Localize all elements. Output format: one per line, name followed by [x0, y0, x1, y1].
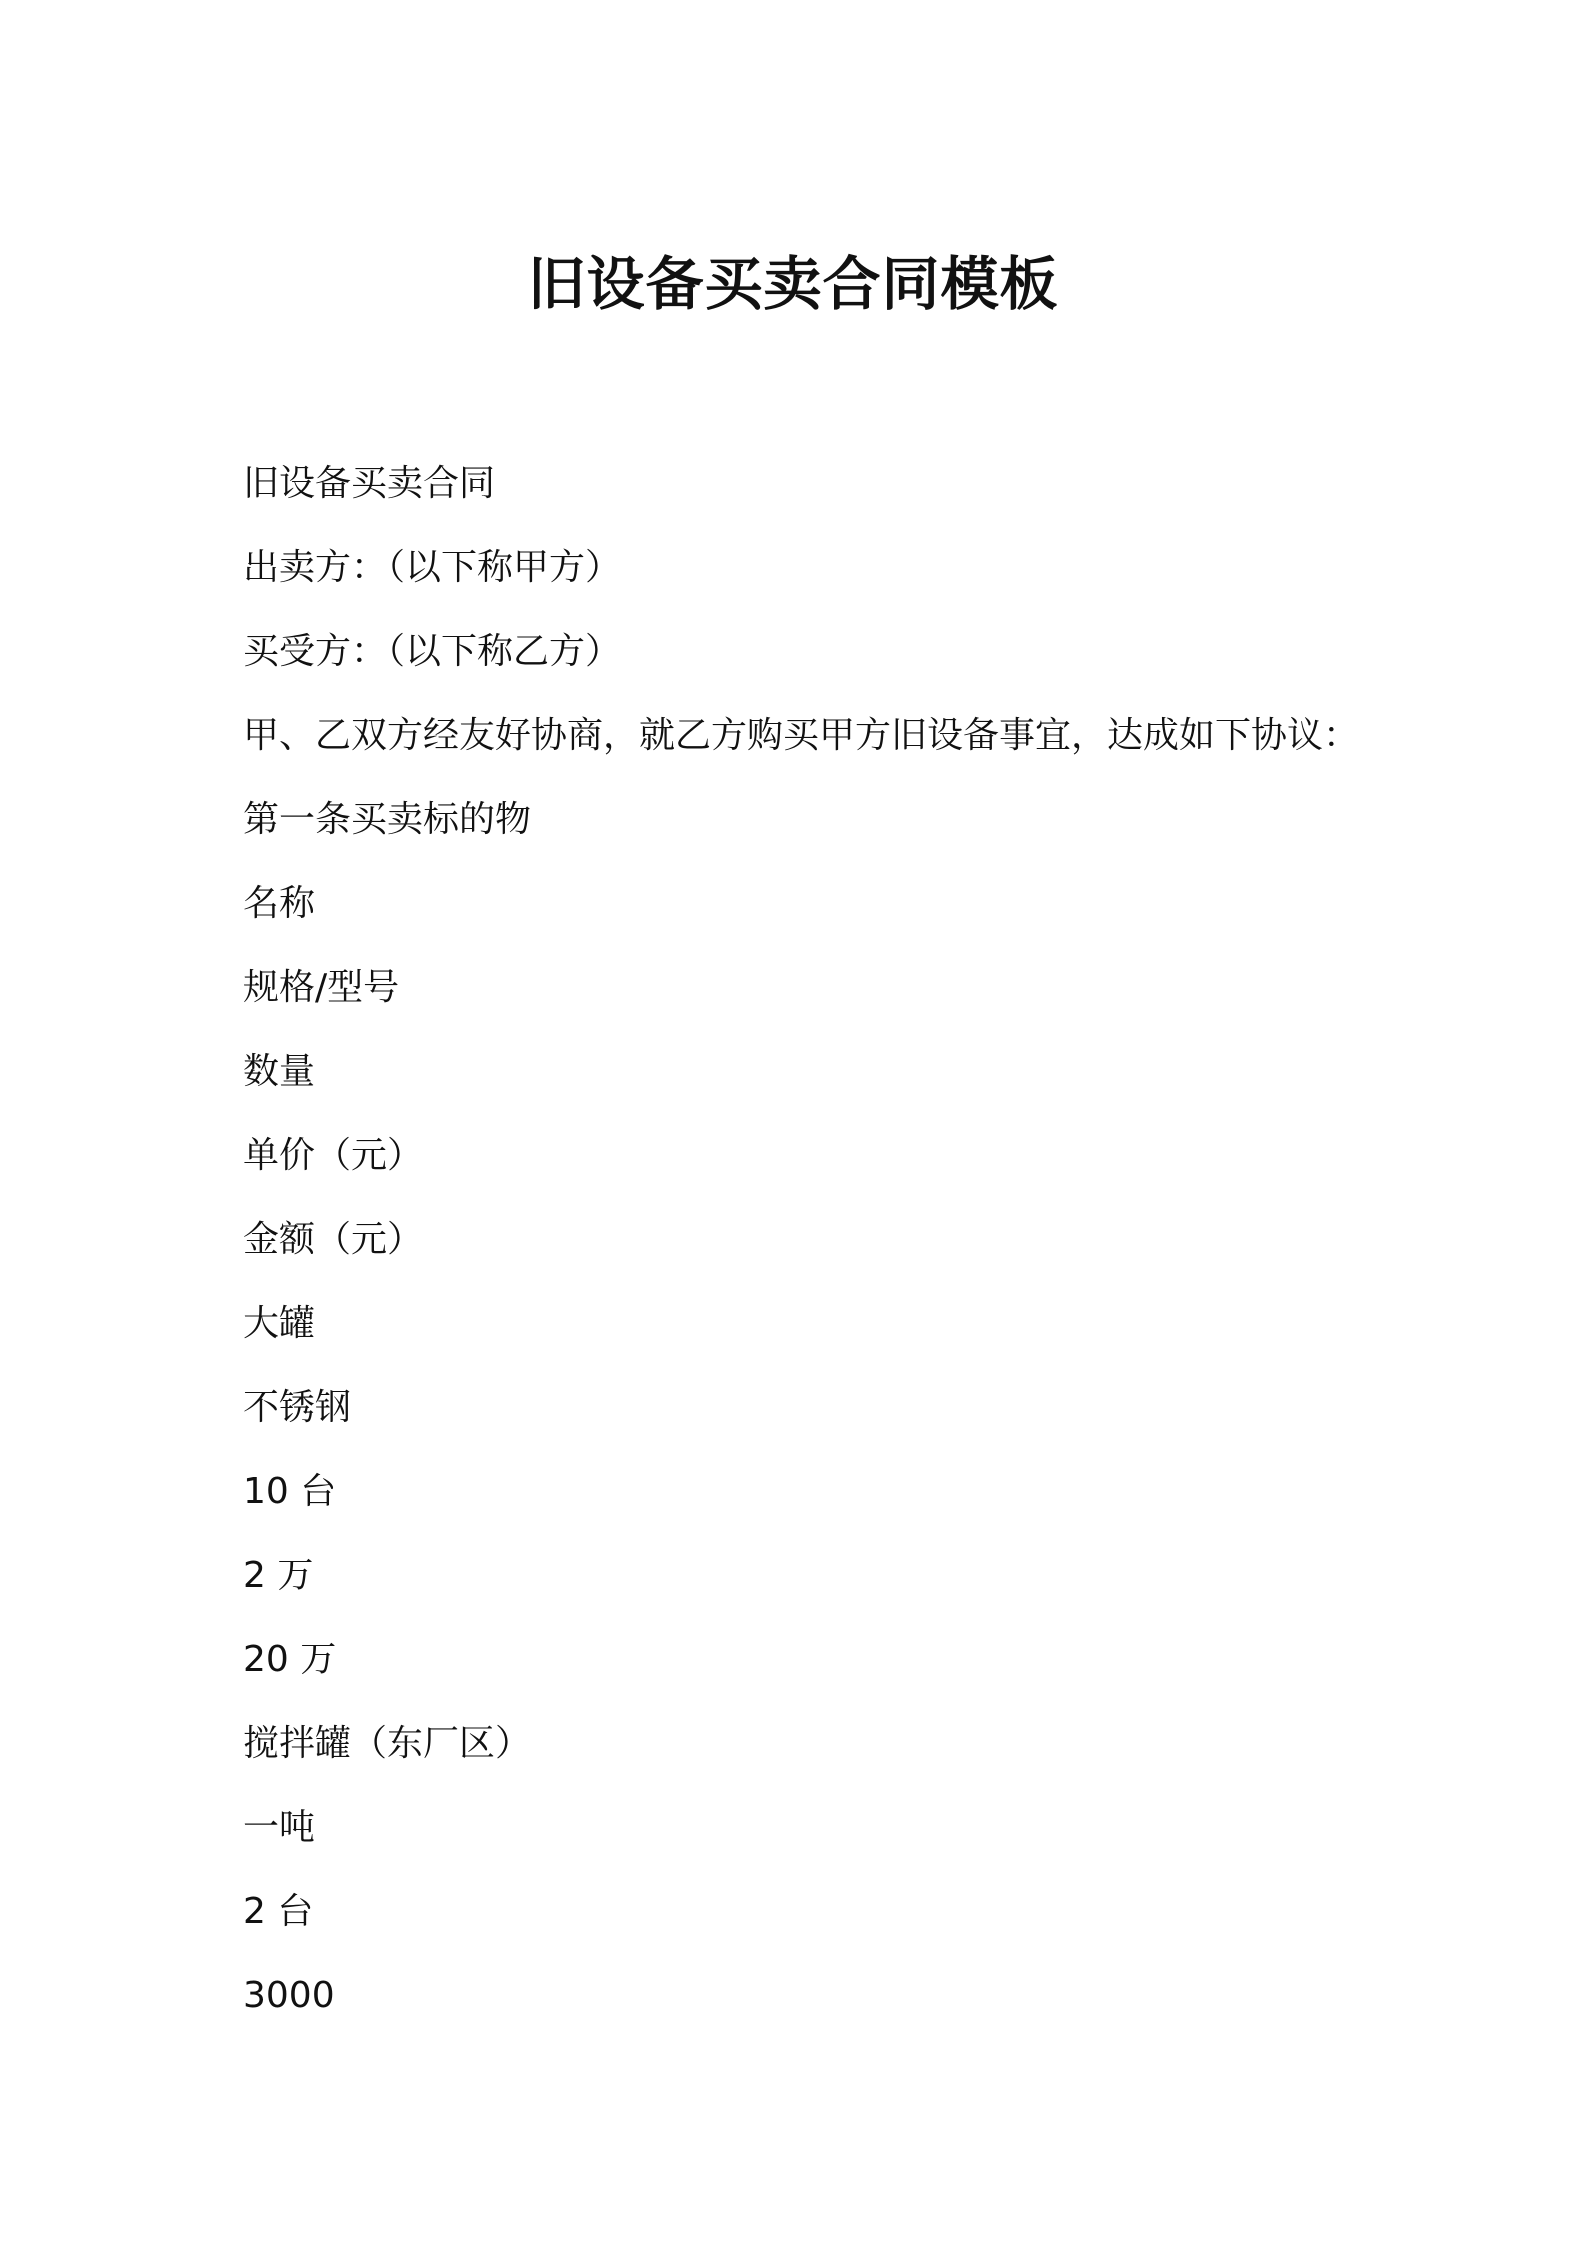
item-2-quantity: 2 台	[243, 1891, 314, 1932]
agreement-intro: 甲、乙双方经友好协商，就乙方购买甲方旧设备事宜，达成如下协议：	[243, 715, 1360, 756]
item-1-amount: 20 万	[243, 1639, 337, 1680]
field-spec-model: 规格/型号	[243, 967, 400, 1008]
item-1-name: 大罐	[243, 1303, 316, 1344]
item-1-quantity: 10 台	[243, 1471, 337, 1512]
field-name: 名称	[243, 883, 316, 924]
field-unit-price: 单价（元）	[243, 1135, 424, 1176]
document-body	[243, 442, 1443, 2038]
field-quantity: 数量	[243, 1051, 316, 1092]
contract-heading: 旧设备买卖合同	[243, 463, 496, 504]
item-1-unit-price: 2 万	[243, 1555, 314, 1596]
article-1-heading: 第一条买卖标的物	[243, 799, 532, 840]
buyer-line: 买受方：（以下称乙方）	[243, 631, 622, 672]
seller-line: 出卖方：（以下称甲方）	[243, 547, 622, 588]
item-2-name: 搅拌罐（东厂区）	[243, 1723, 532, 1764]
item-2-spec: 一吨	[243, 1807, 316, 1848]
item-1-spec: 不锈钢	[243, 1387, 352, 1428]
item-2-unit-price: 3000	[243, 1975, 335, 2016]
document-title: 旧设备买卖合同模板	[527, 249, 1059, 318]
field-amount: 金额（元）	[243, 1219, 424, 1260]
